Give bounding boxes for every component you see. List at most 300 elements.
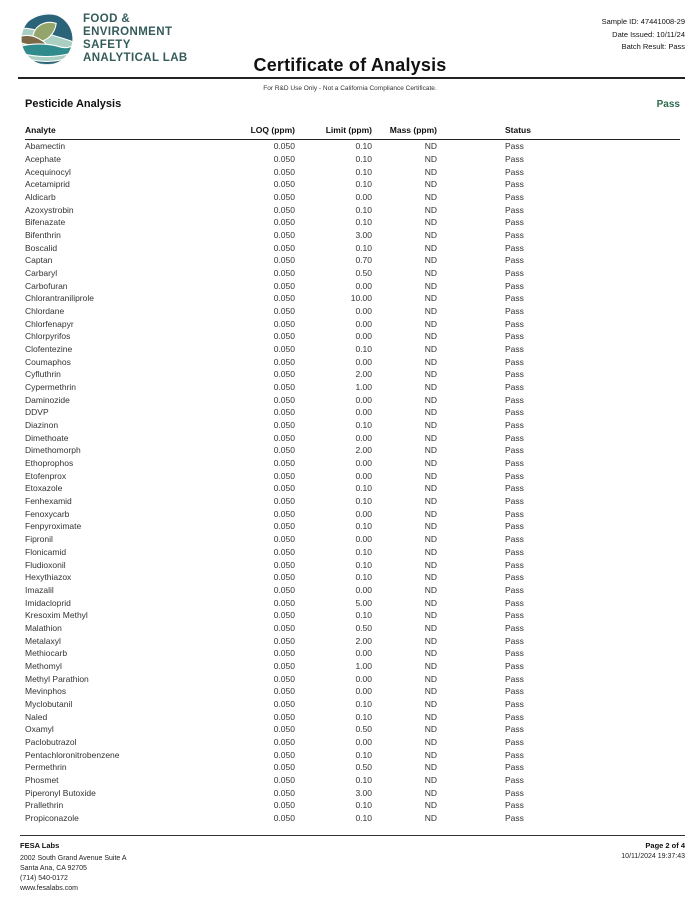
analyte-cell: Cyfluthrin <box>25 369 61 380</box>
analyte-cell: Dimethomorph <box>25 445 81 456</box>
limit-cell: 0.00 <box>355 534 372 545</box>
analyte-cell: Chlorantraniliprole <box>25 293 94 304</box>
mass-cell: ND <box>424 192 437 203</box>
mass-cell: ND <box>424 217 437 228</box>
table-row <box>25 381 680 394</box>
status-cell: Pass <box>505 204 524 215</box>
analyte-cell: Fenhexamid <box>25 496 72 507</box>
loq-cell: 0.050 <box>273 572 295 583</box>
loq-cell: 0.050 <box>273 458 295 469</box>
mass-cell: ND <box>424 584 437 595</box>
analyte-cell: Etoxazole <box>25 483 63 494</box>
loq-cell: 0.050 <box>273 318 295 329</box>
analyte-cell: Imidacloprid <box>25 597 71 608</box>
mass-cell: ND <box>424 242 437 253</box>
loq-cell: 0.050 <box>273 521 295 532</box>
mass-cell: ND <box>424 268 437 279</box>
mass-cell: ND <box>424 458 437 469</box>
limit-cell: 0.10 <box>355 217 372 228</box>
loq-cell: 0.050 <box>273 559 295 570</box>
limit-cell: 2.00 <box>355 635 372 646</box>
table-row <box>25 672 680 685</box>
mass-cell: ND <box>424 508 437 519</box>
table-row <box>25 178 680 191</box>
loq-cell: 0.050 <box>273 394 295 405</box>
analyte-cell: Myclobutanil <box>25 698 73 709</box>
column-header-limit: Limit (ppm) <box>325 125 372 135</box>
status-cell: Pass <box>505 800 524 811</box>
mass-cell: ND <box>424 280 437 291</box>
analyte-cell: Coumaphos <box>25 356 71 367</box>
limit-cell: 0.00 <box>355 306 372 317</box>
mass-cell: ND <box>424 698 437 709</box>
table-row <box>25 279 680 292</box>
mass-cell: ND <box>424 306 437 317</box>
loq-cell: 0.050 <box>273 306 295 317</box>
limit-cell: 0.10 <box>355 610 372 621</box>
table-row <box>25 355 680 368</box>
analyte-cell: Cypermethrin <box>25 382 77 393</box>
table-row <box>25 507 680 520</box>
analyte-cell: Carbaryl <box>25 268 58 279</box>
mass-cell: ND <box>424 546 437 557</box>
status-cell: Pass <box>505 255 524 266</box>
table-row <box>25 482 680 495</box>
loq-cell: 0.050 <box>273 166 295 177</box>
mass-cell: ND <box>424 762 437 773</box>
table-row <box>25 343 680 356</box>
limit-cell: 0.00 <box>355 470 372 481</box>
status-cell: Pass <box>505 420 524 431</box>
table-row <box>25 241 680 254</box>
analyte-cell: Kresoxim Methyl <box>25 610 88 621</box>
loq-cell: 0.050 <box>273 686 295 697</box>
limit-cell: 0.10 <box>355 242 372 253</box>
analyte-cell: Chlordane <box>25 306 65 317</box>
mass-cell: ND <box>424 255 437 266</box>
status-cell: Pass <box>505 787 524 798</box>
mass-cell: ND <box>424 736 437 747</box>
limit-cell: 0.00 <box>355 686 372 697</box>
mass-cell: ND <box>424 800 437 811</box>
loq-cell: 0.050 <box>273 635 295 646</box>
mass-cell: ND <box>424 534 437 545</box>
mass-cell: ND <box>424 318 437 329</box>
loq-cell: 0.050 <box>273 293 295 304</box>
mass-cell: ND <box>424 610 437 621</box>
limit-cell: 0.10 <box>355 420 372 431</box>
loq-cell: 0.050 <box>273 673 295 684</box>
status-cell: Pass <box>505 648 524 659</box>
analyte-cell: Phosmet <box>25 774 59 785</box>
loq-cell: 0.050 <box>273 255 295 266</box>
table-row <box>25 812 680 825</box>
status-cell: Pass <box>505 496 524 507</box>
table-row <box>25 520 680 533</box>
limit-cell: 5.00 <box>355 597 372 608</box>
limit-cell: 0.00 <box>355 356 372 367</box>
table-row <box>25 393 680 406</box>
analyte-cell: Abamectin <box>25 141 66 152</box>
status-cell: Pass <box>505 230 524 241</box>
status-cell: Pass <box>505 141 524 152</box>
loq-cell: 0.050 <box>273 534 295 545</box>
status-cell: Pass <box>505 331 524 342</box>
status-cell: Pass <box>505 344 524 355</box>
analyte-cell: Aldicarb <box>25 192 56 203</box>
analyte-cell: Naled <box>25 711 48 722</box>
table-row <box>25 140 680 153</box>
table-row <box>25 698 680 711</box>
status-cell: Pass <box>505 242 524 253</box>
status-cell: Pass <box>505 660 524 671</box>
loq-cell: 0.050 <box>273 280 295 291</box>
mass-cell: ND <box>424 141 437 152</box>
analyte-cell: Daminozide <box>25 394 70 405</box>
table-row <box>25 203 680 216</box>
mass-cell: ND <box>424 749 437 760</box>
section-title: Pesticide Analysis <box>25 98 122 110</box>
mass-cell: ND <box>424 293 437 304</box>
limit-cell: 0.00 <box>355 280 372 291</box>
loq-cell: 0.050 <box>273 230 295 241</box>
table-row <box>25 685 680 698</box>
limit-cell: 0.10 <box>355 749 372 760</box>
table-row <box>25 584 680 597</box>
loq-cell: 0.050 <box>273 344 295 355</box>
table-row <box>25 710 680 723</box>
column-header-status: Status <box>505 125 531 135</box>
analyte-cell: Propiconazole <box>25 812 79 823</box>
mass-cell: ND <box>424 230 437 241</box>
limit-cell: 0.00 <box>355 736 372 747</box>
table-row <box>25 431 680 444</box>
limit-cell: 0.50 <box>355 724 372 735</box>
lab-logo-text-line: ANALYTICAL LAB <box>83 52 188 64</box>
lab-logo-text-line: FOOD & <box>83 13 131 25</box>
loq-cell: 0.050 <box>273 432 295 443</box>
mass-cell: ND <box>424 407 437 418</box>
limit-cell: 3.00 <box>355 787 372 798</box>
table-row <box>25 191 680 204</box>
loq-cell: 0.050 <box>273 496 295 507</box>
status-cell: Pass <box>505 749 524 760</box>
limit-cell: 0.10 <box>355 711 372 722</box>
analyte-cell: Fipronil <box>25 534 53 545</box>
analyte-cell: DDVP <box>25 407 49 418</box>
loq-cell: 0.050 <box>273 774 295 785</box>
mass-cell: ND <box>424 635 437 646</box>
mass-cell: ND <box>424 521 437 532</box>
status-cell: Pass <box>505 483 524 494</box>
table-row <box>25 786 680 799</box>
analyte-cell: Diazinon <box>25 420 59 431</box>
loq-cell: 0.050 <box>273 179 295 190</box>
table-row <box>25 558 680 571</box>
loq-cell: 0.050 <box>273 204 295 215</box>
table-row <box>25 495 680 508</box>
lab-contact-block <box>20 841 127 894</box>
status-cell: Pass <box>505 711 524 722</box>
table-row <box>25 292 680 305</box>
section-status-badge: Pass <box>656 99 680 110</box>
disclaimer-text: For R&D Use Only - Not a California Compliance Certificate. <box>263 85 437 92</box>
analyte-cell: Chlorfenapyr <box>25 318 74 329</box>
analyte-cell: Carbofuran <box>25 280 68 291</box>
loq-cell: 0.050 <box>273 622 295 633</box>
analyte-cell: Methyl Parathion <box>25 673 89 684</box>
page-footer <box>20 835 685 894</box>
table-row <box>25 647 680 660</box>
loq-cell: 0.050 <box>273 546 295 557</box>
lab-address-line2: Santa Ana, CA 92705 <box>20 865 87 872</box>
analyte-cell: Acephate <box>25 154 61 164</box>
analyte-cell: Acetamiprid <box>25 179 70 190</box>
analyte-cell: Oxamyl <box>25 724 54 735</box>
mass-cell: ND <box>424 686 437 697</box>
column-header-analyte: Analyte <box>25 125 56 135</box>
loq-cell: 0.050 <box>273 711 295 722</box>
table-row <box>25 254 680 267</box>
table-row <box>25 799 680 812</box>
analyte-cell: Imazalil <box>25 584 54 595</box>
limit-cell: 0.00 <box>355 394 372 405</box>
analyte-cell: Chlorpyrifos <box>25 331 71 342</box>
loq-cell: 0.050 <box>273 154 295 164</box>
loq-cell: 0.050 <box>273 749 295 760</box>
batch-result-text: Batch Result: Pass <box>621 42 685 51</box>
mass-cell: ND <box>424 445 437 456</box>
table-row <box>25 596 680 609</box>
loq-cell: 0.050 <box>273 698 295 709</box>
limit-cell: 0.00 <box>355 432 372 443</box>
analyte-cell: Dimethoate <box>25 432 69 443</box>
mass-cell: ND <box>424 420 437 431</box>
limit-cell: 0.10 <box>355 496 372 507</box>
mass-cell: ND <box>424 812 437 823</box>
status-cell: Pass <box>505 686 524 697</box>
loq-cell: 0.050 <box>273 800 295 811</box>
lab-logo-text-line: ENVIRONMENT <box>83 26 173 38</box>
limit-cell: 0.50 <box>355 268 372 279</box>
mass-cell: ND <box>424 166 437 177</box>
loq-cell: 0.050 <box>273 660 295 671</box>
loq-cell: 0.050 <box>273 483 295 494</box>
limit-cell: 0.10 <box>355 698 372 709</box>
loq-cell: 0.050 <box>273 736 295 747</box>
limit-cell: 0.00 <box>355 407 372 418</box>
limit-cell: 0.00 <box>355 458 372 469</box>
status-cell: Pass <box>505 306 524 317</box>
status-cell: Pass <box>505 192 524 203</box>
mass-cell: ND <box>424 331 437 342</box>
table-row <box>25 736 680 749</box>
analyte-cell: Paclobutrazol <box>25 736 77 747</box>
analyte-cell: Methomyl <box>25 660 62 671</box>
limit-cell: 2.00 <box>355 369 372 380</box>
table-row <box>25 634 680 647</box>
limit-cell: 0.10 <box>355 141 372 152</box>
limit-cell: 0.10 <box>355 572 372 583</box>
page-number: Page 2 of 4 <box>645 841 685 850</box>
analyte-cell: Acequinocyl <box>25 166 71 177</box>
status-cell: Pass <box>505 584 524 595</box>
status-cell: Pass <box>505 445 524 456</box>
table-row <box>25 533 680 546</box>
table-row <box>25 444 680 457</box>
table-row <box>25 609 680 622</box>
table-row <box>25 469 680 482</box>
limit-cell: 0.10 <box>355 344 372 355</box>
analyte-cell: Malathion <box>25 622 62 633</box>
status-cell: Pass <box>505 762 524 773</box>
limit-cell: 0.00 <box>355 584 372 595</box>
table-row <box>25 571 680 584</box>
limit-cell: 10.00 <box>350 293 372 304</box>
mass-cell: ND <box>424 597 437 608</box>
mass-cell: ND <box>424 572 437 583</box>
mass-cell: ND <box>424 382 437 393</box>
limit-cell: 0.00 <box>355 648 372 659</box>
status-cell: Pass <box>505 774 524 785</box>
loq-cell: 0.050 <box>273 812 295 823</box>
status-cell: Pass <box>505 610 524 621</box>
limit-cell: 0.00 <box>355 331 372 342</box>
mass-cell: ND <box>424 394 437 405</box>
mass-cell: ND <box>424 660 437 671</box>
status-cell: Pass <box>505 622 524 633</box>
loq-cell: 0.050 <box>273 217 295 228</box>
table-row <box>25 748 680 761</box>
mass-cell: ND <box>424 179 437 190</box>
table-row <box>25 406 680 419</box>
loq-cell: 0.050 <box>273 610 295 621</box>
analyte-cell: Metalaxyl <box>25 635 61 646</box>
loq-cell: 0.050 <box>273 724 295 735</box>
table-row <box>25 419 680 432</box>
status-cell: Pass <box>505 382 524 393</box>
sample-id-text: Sample ID: 47441008-29 <box>601 17 685 26</box>
limit-cell: 0.10 <box>355 179 372 190</box>
table-row <box>25 622 680 635</box>
loq-cell: 0.050 <box>273 407 295 418</box>
status-cell: Pass <box>505 534 524 545</box>
analyte-cell: Fenoxycarb <box>25 508 70 519</box>
table-row <box>25 317 680 330</box>
date-issued-text: Date Issued: 10/11/24 <box>612 29 685 39</box>
page-title: Certificate of Analysis <box>253 55 447 75</box>
limit-cell: 0.00 <box>355 508 372 519</box>
page-info-block <box>621 841 685 894</box>
status-cell: Pass <box>505 559 524 570</box>
status-cell: Pass <box>505 597 524 608</box>
status-cell: Pass <box>505 280 524 291</box>
analyte-cell: Pentachloronitrobenzene <box>25 749 120 760</box>
status-cell: Pass <box>505 470 524 481</box>
analyte-cell: Fludioxonil <box>25 559 66 570</box>
analyte-cell: Azoxystrobin <box>25 204 74 215</box>
column-header-loq: LOQ (ppm) <box>250 125 295 135</box>
limit-cell: 2.00 <box>355 445 372 456</box>
analyte-cell: Etofenprox <box>25 470 67 481</box>
analyte-cell: Bifenthrin <box>25 230 61 241</box>
mass-cell: ND <box>424 724 437 735</box>
analyte-cell: Fenpyroximate <box>25 521 82 532</box>
analyte-cell: Hexythiazox <box>25 572 72 583</box>
table-header-row <box>25 125 680 140</box>
table-row <box>25 457 680 470</box>
loq-cell: 0.050 <box>273 242 295 253</box>
lab-name: FESA Labs <box>20 841 60 850</box>
sample-meta <box>602 16 685 54</box>
limit-cell: 0.10 <box>355 483 372 494</box>
mass-cell: ND <box>424 432 437 443</box>
mass-cell: ND <box>424 204 437 215</box>
status-cell: Pass <box>505 572 524 583</box>
table-row <box>25 774 680 787</box>
table-row <box>25 165 680 178</box>
mass-cell: ND <box>424 470 437 481</box>
limit-cell: 0.70 <box>355 255 372 266</box>
analyte-cell: Prallethrin <box>25 800 64 811</box>
table-row <box>25 330 680 343</box>
mass-cell: ND <box>424 154 437 164</box>
limit-cell: 0.50 <box>355 762 372 773</box>
analyte-cell: Boscalid <box>25 242 58 253</box>
status-cell: Pass <box>505 812 524 823</box>
analyte-cell: Methiocarb <box>25 648 68 659</box>
loq-cell: 0.050 <box>273 382 295 393</box>
mass-cell: ND <box>424 648 437 659</box>
status-cell: Pass <box>505 369 524 380</box>
limit-cell: 1.00 <box>355 382 372 393</box>
status-cell: Pass <box>505 736 524 747</box>
loq-cell: 0.050 <box>273 445 295 456</box>
status-cell: Pass <box>505 546 524 557</box>
limit-cell: 0.00 <box>355 318 372 329</box>
limit-cell: 0.10 <box>355 204 372 215</box>
analyte-cell: Mevinphos <box>25 686 67 697</box>
loq-cell: 0.050 <box>273 268 295 279</box>
loq-cell: 0.050 <box>273 762 295 773</box>
table-row <box>25 546 680 559</box>
loq-cell: 0.050 <box>273 648 295 659</box>
limit-cell: 0.00 <box>355 192 372 203</box>
lab-phone: (714) 540-0172 <box>20 875 68 882</box>
mass-cell: ND <box>424 559 437 570</box>
limit-cell: 0.10 <box>355 774 372 785</box>
analyte-cell: Permethrin <box>25 762 67 773</box>
loq-cell: 0.050 <box>273 192 295 203</box>
loq-cell: 0.050 <box>273 597 295 608</box>
table-row <box>25 660 680 673</box>
loq-cell: 0.050 <box>273 584 295 595</box>
limit-cell: 0.10 <box>355 154 372 164</box>
mass-cell: ND <box>424 774 437 785</box>
lab-website: www.fesalabs.com <box>20 885 78 892</box>
limit-cell: 3.00 <box>355 230 372 241</box>
loq-cell: 0.050 <box>273 787 295 798</box>
limit-cell: 0.10 <box>355 559 372 570</box>
table-row <box>25 153 680 166</box>
lab-address-line1: 2002 South Grand Avenue Suite A <box>20 855 127 862</box>
status-cell: Pass <box>505 673 524 684</box>
limit-cell: 1.00 <box>355 660 372 671</box>
analyte-cell: Piperonyl Butoxide <box>25 787 96 798</box>
limit-cell: 0.50 <box>355 622 372 633</box>
limit-cell: 0.10 <box>355 166 372 177</box>
table-row <box>25 305 680 318</box>
